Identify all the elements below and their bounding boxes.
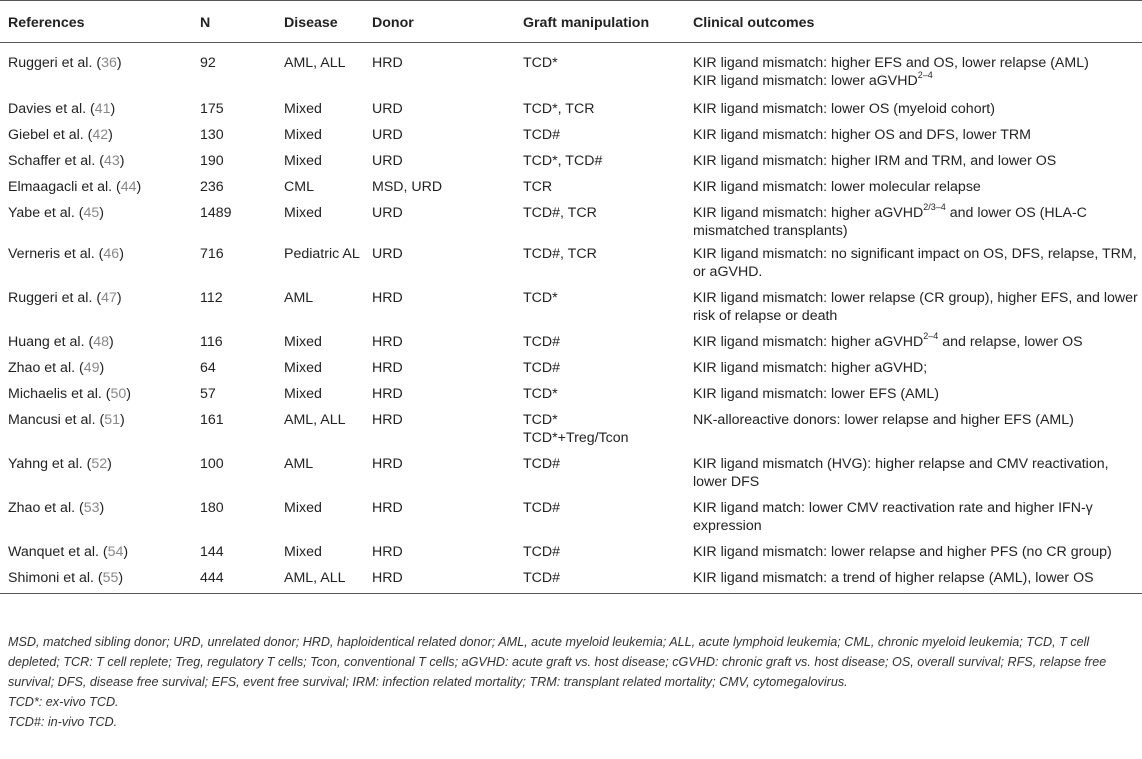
cell-donor: HRD bbox=[372, 359, 403, 376]
cell-reference: Michaelis et al. (50) bbox=[8, 385, 132, 402]
cell-disease: AML, ALL bbox=[284, 55, 346, 71]
cell-n: 1489 bbox=[200, 204, 232, 221]
cell-graft bbox=[515, 450, 685, 494]
cell-disease: AML, ALL bbox=[284, 411, 346, 428]
reference-link[interactable]: 36 bbox=[101, 55, 117, 71]
cell-n: 92 bbox=[200, 55, 216, 71]
table-row bbox=[0, 199, 1142, 240]
cell-reference: Verneris et al. (46) bbox=[8, 245, 124, 262]
cell-graft bbox=[515, 95, 685, 121]
table-row bbox=[0, 147, 1142, 173]
cell-graft bbox=[515, 240, 685, 284]
outcome-text bbox=[693, 72, 1142, 90]
reference-link[interactable]: 54 bbox=[107, 543, 124, 560]
cell-reference: Elmaagacli et al. (44) bbox=[8, 178, 142, 195]
cell-graft bbox=[515, 173, 685, 199]
reference-link[interactable]: 46 bbox=[103, 245, 120, 262]
graft-line: TCD* bbox=[523, 385, 558, 402]
outcome-text: and lower OS (HLA-C mismatched transplants) bbox=[693, 204, 1087, 239]
reference-author: Schaffer et al. ( bbox=[8, 152, 104, 169]
cell-donor: HRD bbox=[372, 289, 403, 306]
grade-superscript: 2/3–4 bbox=[923, 201, 946, 212]
grade-superscript: 2–4 bbox=[923, 330, 939, 341]
cell-n: 112 bbox=[200, 289, 223, 306]
cell-reference: Ruggeri et al. (47) bbox=[8, 289, 122, 306]
outcome-text: KIR ligand mismatch: lower aGVHD bbox=[693, 73, 918, 89]
reference-author: Elmaagacli et al. ( bbox=[8, 178, 121, 195]
outcome-text: KIR ligand mismatch: a trend of higher relapse (AML), lower OS bbox=[693, 569, 1094, 586]
reference-author: Michaelis et al. ( bbox=[8, 385, 111, 402]
cell-reference: Ruggeri et al. (36) bbox=[8, 55, 122, 71]
outcome-text: KIR ligand mismatch: higher OS and DFS, lower TRM bbox=[693, 126, 1031, 143]
cell-outcomes bbox=[685, 328, 1142, 354]
header-n: N bbox=[192, 1, 276, 43]
cell-donor: HRD bbox=[372, 455, 403, 472]
cell-outcomes bbox=[685, 406, 1142, 450]
cell-reference: Shimoni et al. (55) bbox=[0, 564, 192, 594]
graft-line: TCD# bbox=[523, 333, 561, 350]
table-body bbox=[0, 43, 1142, 594]
table-row bbox=[0, 538, 1142, 564]
reference-author: Ruggeri et al. ( bbox=[8, 55, 102, 71]
cell-outcomes bbox=[685, 564, 1142, 594]
reference-author: Ruggeri et al. ( bbox=[8, 289, 102, 306]
reference-author: Huang et al. ( bbox=[8, 333, 94, 350]
reference-author: Yahng et al. ( bbox=[8, 455, 92, 472]
cell-reference: Schaffer et al. (43) bbox=[8, 152, 125, 169]
cell-graft bbox=[515, 199, 685, 240]
cell-n: 116 bbox=[200, 333, 223, 350]
cell-disease: Pediatric AL bbox=[284, 245, 360, 262]
reference-link[interactable]: 53 bbox=[83, 499, 100, 516]
cell-outcomes bbox=[685, 147, 1142, 173]
cell-donor: HRD bbox=[372, 55, 403, 71]
cell-donor: HRD bbox=[372, 333, 403, 350]
cell-graft bbox=[515, 380, 685, 406]
reference-author: Yabe et al. ( bbox=[8, 204, 84, 221]
cell-outcomes bbox=[685, 240, 1142, 284]
cell-graft bbox=[515, 284, 685, 328]
outcome-text: KIR ligand mismatch: higher aGVHD bbox=[693, 333, 924, 350]
table-row bbox=[0, 406, 1142, 450]
grade-superscript: 2–4 bbox=[917, 70, 933, 81]
outcome-text: KIR ligand mismatch: lower relapse and higher PFS (no CR group) bbox=[693, 543, 1112, 560]
cell-outcomes bbox=[685, 494, 1142, 538]
cell-donor: HRD bbox=[372, 543, 403, 560]
outcome-text: KIR ligand mismatch (HVG): higher relapse and CMV reactivation, lower DFS bbox=[693, 455, 1109, 490]
cell-reference: Yahng et al. (52) bbox=[8, 455, 112, 472]
footnote-tcd-ex-vivo: TCD*: ex-vivo TCD. bbox=[8, 695, 119, 709]
table-row bbox=[0, 328, 1142, 354]
cell-disease: Mixed bbox=[284, 333, 322, 350]
reference-link[interactable]: 41 bbox=[94, 100, 111, 117]
cell-disease: Mixed bbox=[284, 126, 322, 143]
table-row bbox=[0, 43, 1142, 95]
cell-donor: HRD bbox=[372, 499, 403, 516]
cell-disease: Mixed bbox=[284, 499, 322, 516]
cell-donor: URD bbox=[372, 126, 403, 143]
cell-n: 716 bbox=[200, 245, 224, 262]
graft-line: TCD*+Treg/Tcon bbox=[523, 429, 629, 446]
reference-author: Davies et al. ( bbox=[8, 100, 95, 117]
cell-n: 130 bbox=[200, 126, 224, 143]
cell-n: 180 bbox=[200, 499, 224, 516]
table-row bbox=[0, 380, 1142, 406]
reference-author: Shimoni et al. ( bbox=[8, 569, 103, 586]
cell-reference: Huang et al. (48) bbox=[8, 333, 114, 350]
cell-graft bbox=[515, 406, 685, 450]
cell-disease: AML, ALL bbox=[276, 564, 364, 594]
cell-reference: Yabe et al. (45) bbox=[8, 204, 104, 221]
cell-graft bbox=[515, 494, 685, 538]
graft-line: TCD# bbox=[523, 543, 561, 560]
graft-line: TCD# bbox=[523, 359, 561, 376]
cell-graft bbox=[515, 538, 685, 564]
header-references: References bbox=[0, 1, 192, 43]
graft-line: TCD*, TCD# bbox=[523, 152, 603, 169]
graft-line: TCD# bbox=[523, 499, 561, 516]
cell-reference: Giebel et al. (42) bbox=[8, 126, 113, 143]
graft-line: TCD* bbox=[523, 55, 558, 71]
table-row bbox=[0, 354, 1142, 380]
cell-n: 161 bbox=[200, 411, 224, 428]
cell-outcomes bbox=[685, 173, 1142, 199]
cell-graft bbox=[515, 147, 685, 173]
outcome-text: KIR ligand match: lower CMV reactivation rate and higher IFN-γ expression bbox=[693, 499, 1093, 534]
graft-line: TCR bbox=[523, 178, 553, 195]
header-graft-manipulation: Graft manipulation bbox=[515, 1, 685, 43]
cell-donor: HRD bbox=[372, 411, 403, 428]
table-row bbox=[0, 95, 1142, 121]
reference-author: Mancusi et al. ( bbox=[8, 411, 105, 428]
outcome-text: KIR ligand mismatch: higher aGVHD bbox=[693, 204, 924, 221]
cell-graft bbox=[515, 121, 685, 147]
table-footnotes bbox=[8, 632, 1136, 732]
cell-donor: MSD, URD bbox=[372, 178, 443, 195]
cell-reference: Wanquet et al. (54) bbox=[8, 543, 129, 560]
cell-reference: Davies et al. (41) bbox=[8, 100, 116, 117]
table-header bbox=[0, 1, 1142, 43]
cell-donor: URD bbox=[372, 152, 403, 169]
outcome-text: KIR ligand mismatch: lower EFS (AML) bbox=[693, 385, 939, 402]
cell-disease: Mixed bbox=[284, 359, 322, 376]
table-row bbox=[0, 173, 1142, 199]
cell-graft bbox=[515, 328, 685, 354]
graft-line: TCD# bbox=[523, 455, 561, 472]
cell-disease: Mixed bbox=[284, 385, 322, 402]
cell-donor: URD bbox=[372, 204, 403, 221]
cell-outcomes bbox=[685, 95, 1142, 121]
table-row bbox=[0, 450, 1142, 494]
cell-reference: Zhao et al. (53) bbox=[8, 499, 105, 516]
cell-n: 190 bbox=[200, 152, 224, 169]
cell-n: 57 bbox=[200, 385, 216, 402]
graft-line: TCD* bbox=[523, 411, 558, 428]
cell-outcomes bbox=[685, 284, 1142, 328]
outcome-text: and relapse, lower OS bbox=[938, 333, 1083, 350]
reference-link[interactable]: 50 bbox=[110, 385, 127, 402]
table-row bbox=[0, 494, 1142, 538]
reference-author: Verneris et al. ( bbox=[8, 245, 104, 262]
cell-reference: Mancusi et al. (51) bbox=[8, 411, 125, 428]
reference-link[interactable]: 47 bbox=[101, 289, 117, 306]
reference-link[interactable]: 51 bbox=[104, 411, 120, 428]
header-clinical-outcomes: Clinical outcomes bbox=[685, 1, 1142, 43]
reference-author: Giebel et al. ( bbox=[8, 126, 93, 143]
reference-link[interactable]: 52 bbox=[91, 455, 108, 472]
cell-disease: CML bbox=[284, 178, 314, 195]
graft-line: TCD#, TCR bbox=[523, 245, 597, 262]
table-row bbox=[0, 240, 1142, 284]
cell-outcomes bbox=[685, 354, 1142, 380]
table-row bbox=[0, 284, 1142, 328]
cell-disease: Mixed bbox=[284, 152, 322, 169]
graft-line: TCD#, TCR bbox=[523, 204, 597, 221]
cell-disease: Mixed bbox=[284, 543, 322, 560]
cell-disease: Mixed bbox=[284, 204, 322, 221]
cell-donor: HRD bbox=[364, 564, 515, 594]
cell-graft bbox=[515, 354, 685, 380]
header-disease: Disease bbox=[276, 1, 364, 43]
reference-link[interactable]: 42 bbox=[92, 126, 109, 143]
header-donor: Donor bbox=[364, 1, 515, 43]
reference-link[interactable]: 43 bbox=[103, 152, 120, 169]
cell-disease: Mixed bbox=[284, 100, 322, 117]
reference-link[interactable]: 48 bbox=[93, 333, 109, 350]
reference-author: Wanquet et al. ( bbox=[8, 543, 108, 560]
cell-graft bbox=[515, 43, 685, 95]
cell-n: 444 bbox=[192, 564, 276, 594]
cell-donor: HRD bbox=[372, 385, 403, 402]
cell-n: 64 bbox=[200, 359, 216, 376]
outcome-text: NK-alloreactive donors: lower relapse and higher EFS (AML) bbox=[693, 411, 1074, 428]
cell-n: 144 bbox=[200, 543, 224, 560]
cell-outcomes bbox=[685, 450, 1142, 494]
cell-donor: URD bbox=[372, 245, 403, 262]
cell-outcomes bbox=[685, 43, 1142, 95]
graft-line: TCD# bbox=[523, 569, 561, 586]
header-row bbox=[0, 1, 1142, 43]
outcome-text: KIR ligand mismatch: higher IRM and TRM, and lower OS bbox=[693, 152, 1057, 169]
reference-link[interactable]: 49 bbox=[83, 359, 100, 376]
cell-outcomes bbox=[685, 380, 1142, 406]
cell-donor: URD bbox=[372, 100, 403, 117]
outcome-text: KIR ligand mismatch: no significant impact on OS, DFS, relapse, TRM, or aGVHD. bbox=[693, 245, 1137, 280]
graft-line: TCD# bbox=[523, 126, 561, 143]
cell-disease: AML bbox=[284, 455, 314, 472]
outcome-text: KIR ligand mismatch: lower molecular relapse bbox=[693, 178, 981, 195]
cell-outcomes bbox=[685, 199, 1142, 240]
reference-link[interactable]: 44 bbox=[120, 178, 137, 195]
cell-outcomes bbox=[685, 121, 1142, 147]
footnote-abbreviations: MSD, matched sibling donor; URD, unrelated donor; HRD, haploidentical related donor; AML, acute myeloid leukemia; ALL, acute lymphoid leukemia; CML, chronic myeloid leukemia; TCD, T cell depleted; TCR: T cell replete; Treg, regulatory T cells; Tcon, conventional T cells; aGVHD: acute graft vs. host disease; cGVHD: chronic graft vs. host disease; OS, overall survival; RFS, relapse free survival; DFS, disease free survival; EFS, event free survival; IRM: infection related mortality; TRM: transplant related mortality; CMV, cytomegalovirus. bbox=[8, 635, 1107, 689]
reference-author: Zhao et al. ( bbox=[8, 359, 84, 376]
footnote-tcd-in-vivo: TCD#: in-vivo TCD. bbox=[8, 715, 118, 729]
graft-line: TCD*, TCR bbox=[523, 100, 595, 117]
outcome-text: KIR ligand mismatch: higher EFS and OS, lower relapse (AML) bbox=[693, 55, 1089, 71]
reference-author: Zhao et al. ( bbox=[8, 499, 84, 516]
table-row bbox=[0, 121, 1142, 147]
table-row bbox=[0, 564, 1142, 594]
outcome-text: KIR ligand mismatch: higher aGVHD; bbox=[693, 359, 928, 376]
reference-link[interactable]: 45 bbox=[83, 204, 100, 221]
cell-graft bbox=[515, 564, 685, 594]
outcome-text: KIR ligand mismatch: lower OS (myeloid cohort) bbox=[693, 100, 995, 117]
cell-n: 175 bbox=[200, 100, 224, 117]
reference-link[interactable]: 55 bbox=[102, 569, 119, 586]
outcome-text: KIR ligand mismatch: lower relapse (CR group), higher EFS, and lower risk of relapse or death bbox=[693, 289, 1138, 324]
cell-outcomes bbox=[685, 538, 1142, 564]
cell-reference: Zhao et al. (49) bbox=[8, 359, 105, 376]
cell-n: 236 bbox=[200, 178, 224, 195]
cell-n: 100 bbox=[200, 455, 224, 472]
graft-line: TCD* bbox=[523, 289, 558, 306]
cell-disease: AML bbox=[284, 289, 314, 306]
